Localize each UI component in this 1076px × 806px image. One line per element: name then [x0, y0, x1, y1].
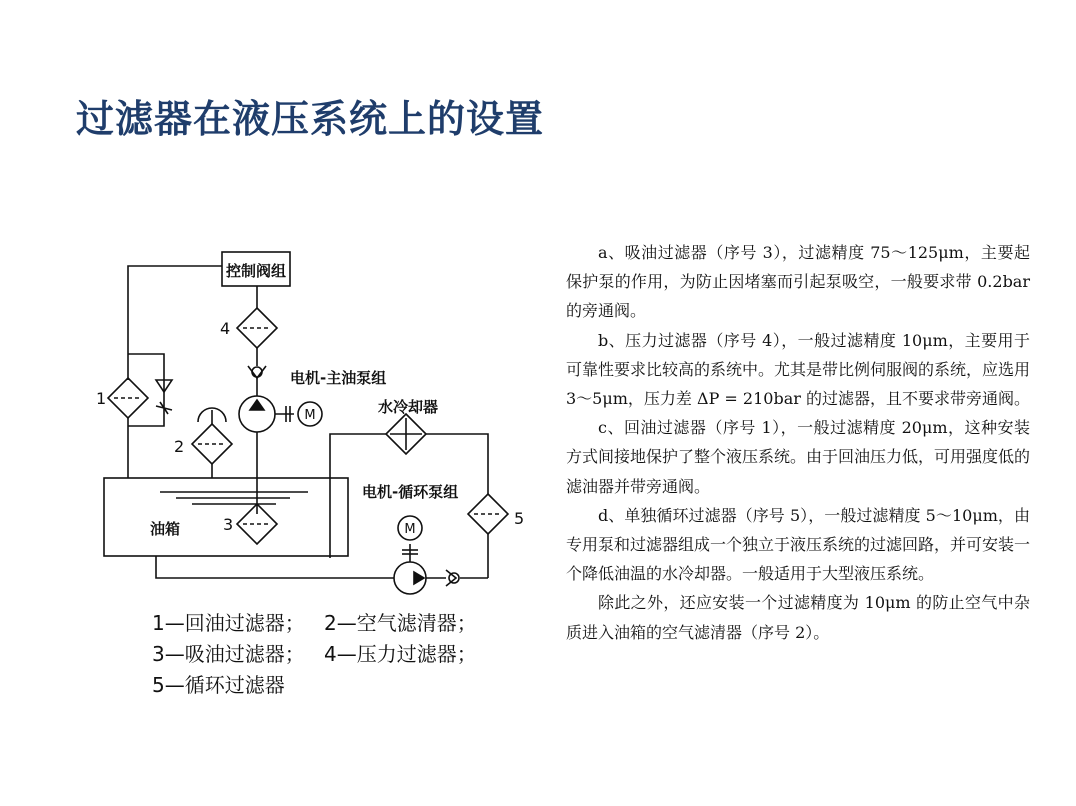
number-2: 2 [174, 437, 185, 456]
description-paragraph-d: d、单独循环过滤器（序号 5），一般过滤精度 5～10μm，由专用泵和过滤器组成一个独立于液压系统的过滤回路，并可安装一个降低油温的水冷却器。一般适用于大型液压系统。 [566, 505, 1031, 584]
description-text [566, 238, 1030, 647]
label-oil-tank: 油箱 [150, 520, 181, 538]
description-paragraph-c: c、回油过滤器（序号 1），一般过滤精度 20μm，这种安装方式间接地保护了整个液压系统。由于回油压力低，可用强度低的滤油器并带旁通阀。 [566, 418, 1031, 496]
label-motor-circ-pump: 电机-循环泵组 [362, 483, 459, 501]
number-4: 4 [220, 319, 231, 338]
hydraulic-filter-diagram [80, 238, 550, 598]
number-5: 5 [514, 509, 525, 528]
legend-item: 4—压力过滤器； [324, 642, 477, 666]
label-motor-main-pump: 电机-主油泵组 [290, 369, 387, 387]
number-1: 1 [96, 389, 107, 408]
legend-item: 1—回油过滤器； [152, 611, 305, 635]
number-3: 3 [223, 515, 234, 534]
description-paragraph-a: a、吸油过滤器（序号 3），过滤精度 75～125μm，主要起保护泵的作用，为防止因堵塞而引起泵吸空，一般要求带 0.2bar 的旁通阀。 [566, 243, 1030, 321]
label-water-cooler: 水冷却器 [378, 398, 439, 416]
label-control-valve-group: 控制阀组 [225, 262, 287, 280]
legend-item: 5—循环过滤器 [152, 673, 285, 697]
main-motor-symbol: M [304, 408, 316, 423]
description-paragraph-extra: 除此之外，还应安装一个过滤精度为 10μm 的防止空气中杂质进入油箱的空气滤清器（序号 2）。 [566, 593, 1030, 642]
legend-item: 2—空气滤清器； [324, 611, 477, 635]
diagram-legend [152, 608, 532, 701]
page-title: 过滤器在液压系统上的设置 [76, 97, 545, 141]
description-paragraph-b: b、压力过滤器（序号 4），一般过滤精度 10μm，主要用于可靠性要求比较高的系统中。尤其是带比例伺服阀的系统，应选用 3～5μm，压力差 ΔP = 210bar 的过滤器，且不要求带旁通阀。 [566, 330, 1031, 409]
legend-item: 3—吸油过滤器； [152, 642, 305, 666]
circulation-motor-symbol: M [404, 522, 416, 537]
